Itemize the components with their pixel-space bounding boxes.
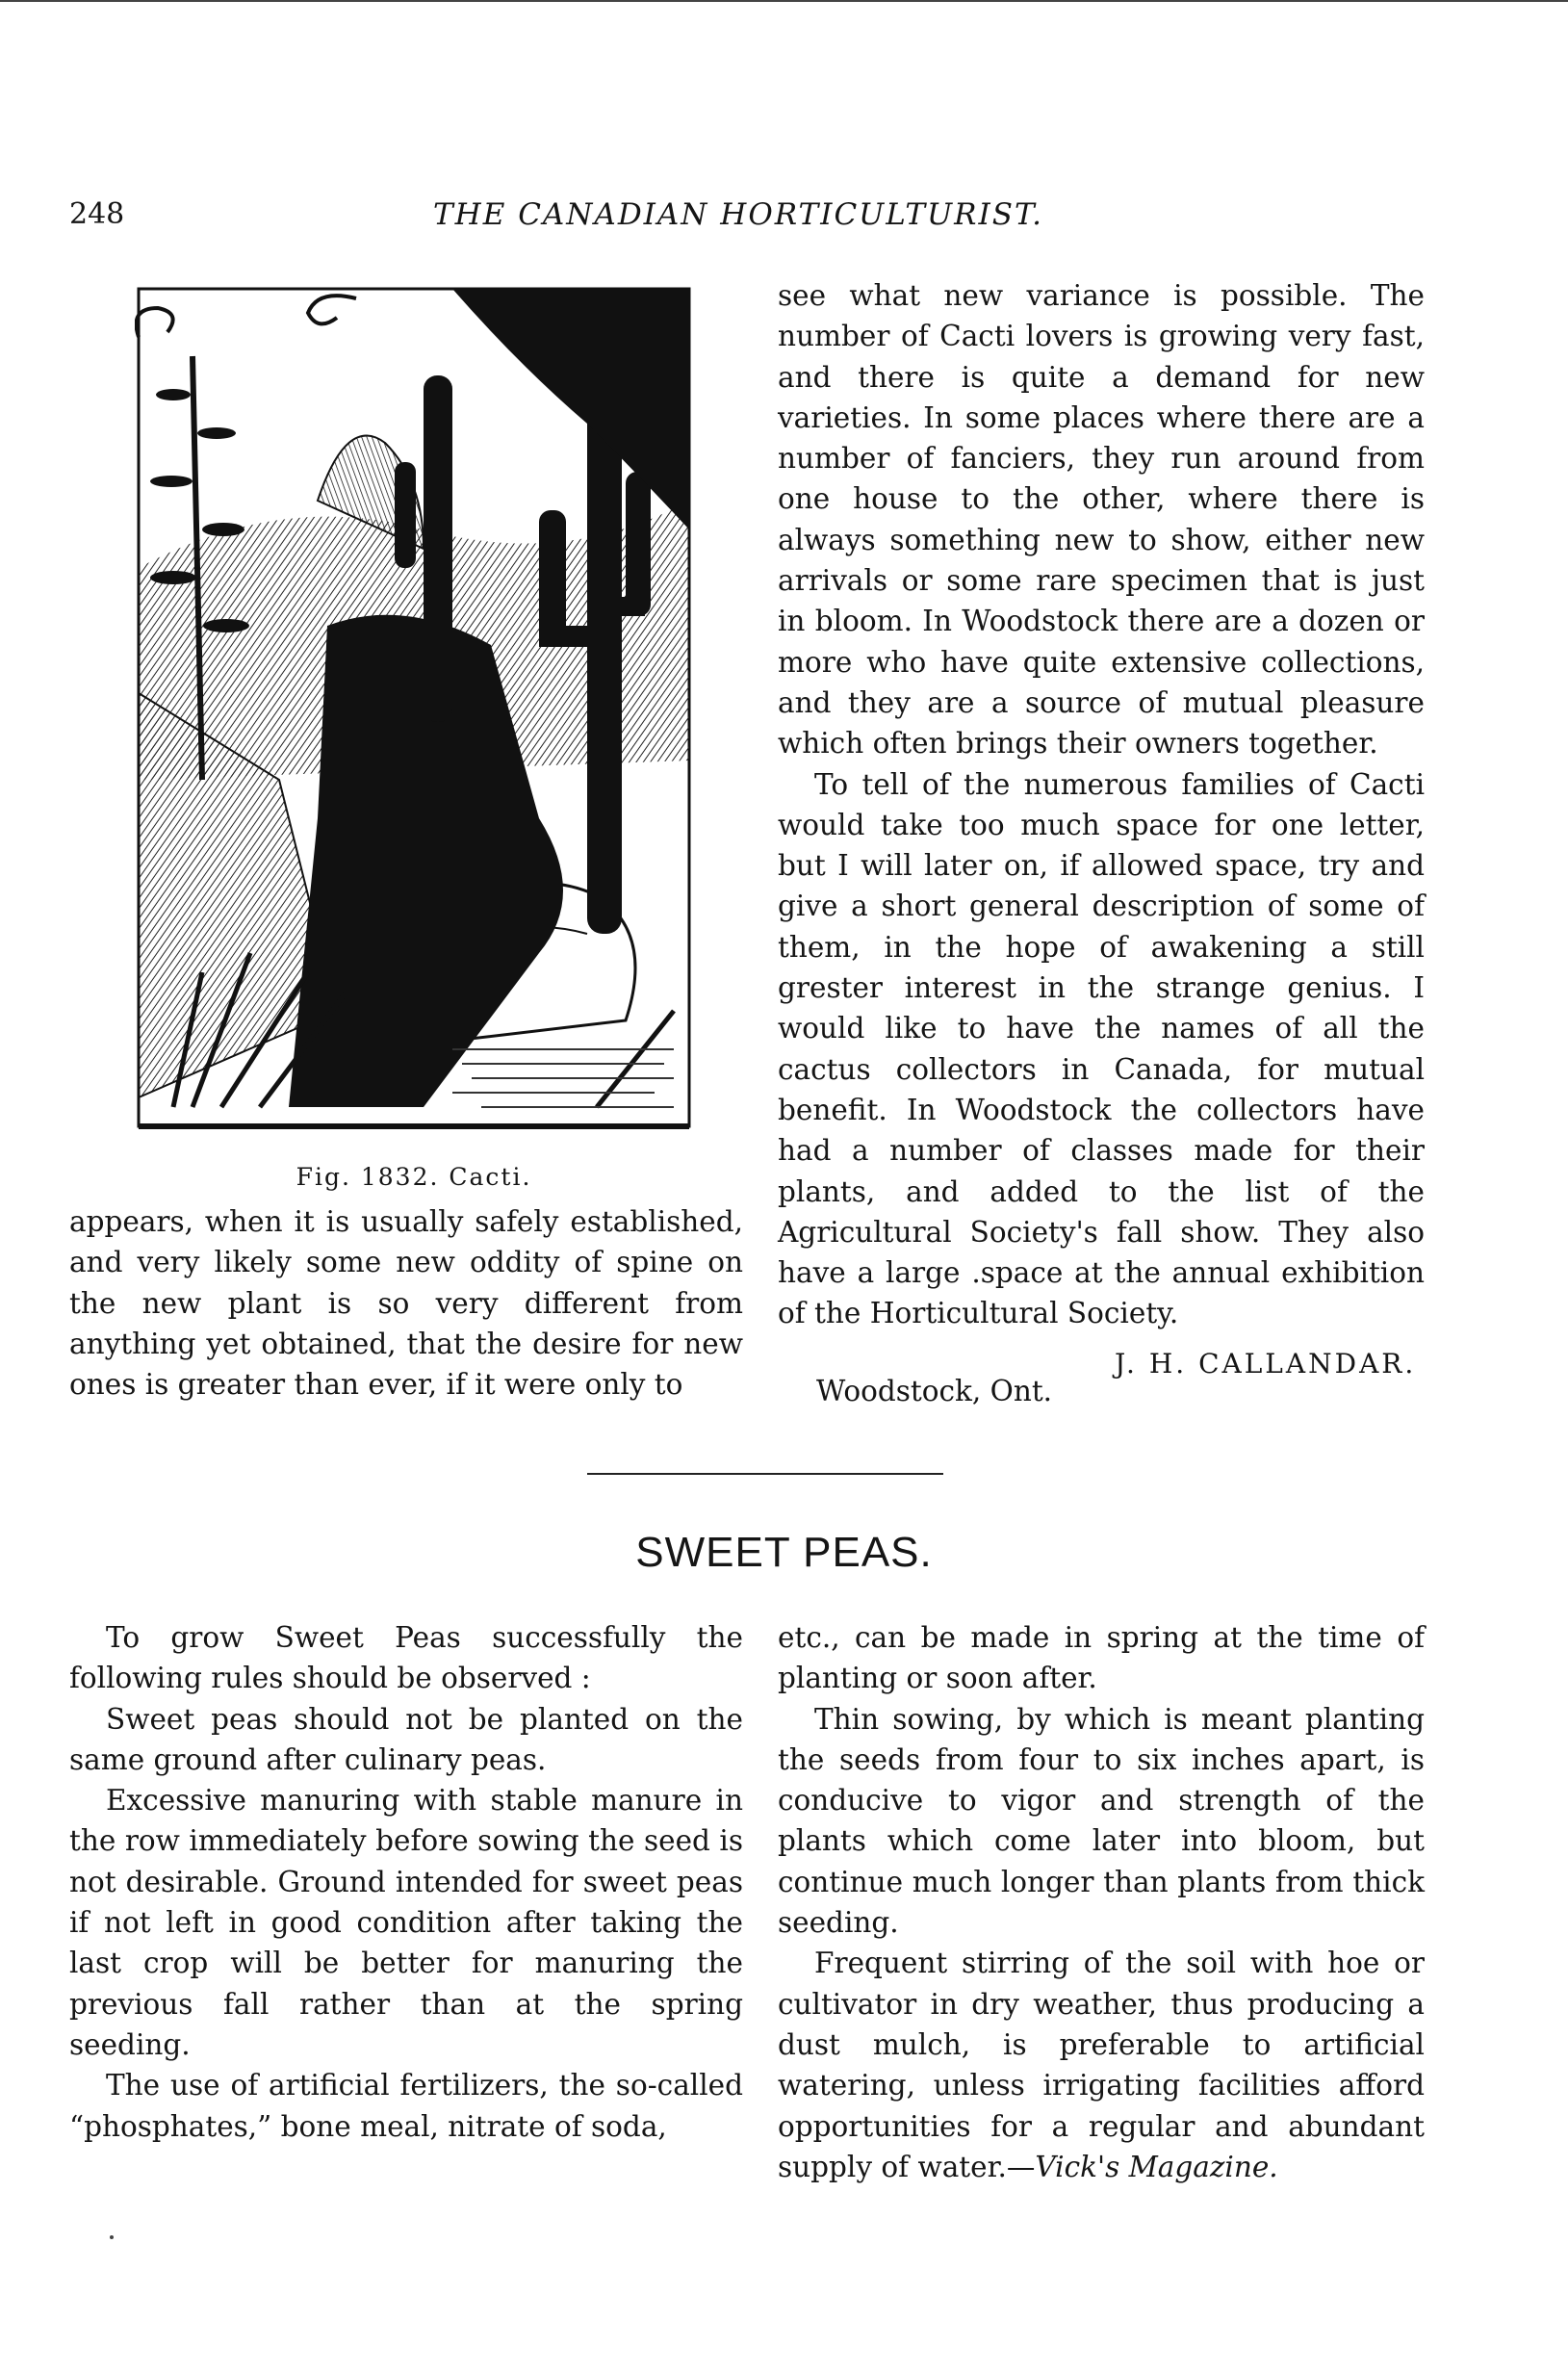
running-title: THE CANADIAN HORTICULTURIST. xyxy=(433,197,1043,232)
print-speck xyxy=(110,2235,114,2239)
article2-last-text: Frequent stirring of the soil with hoe or cultivator in dry weather, thus producing a dust mulch, is preferable to artificial watering, unless irrigating facilities afford opportunities for a regular and abundant supply of water.— xyxy=(778,1947,1425,2183)
cacti-engraving-icon xyxy=(135,279,693,1150)
article1-paragraph: see what new variance is possible. The number of Cacti lovers is growing very fast, and there is quite a demand for new varieties. In some places where there are a number of fanciers, they run around from one house to the other, where there is always something new to show, either new arrivals or some rare specimen that is just in bloom. In Woodstock there are a dozen or more who have quite extensive collections, and they are a source of mutual pleasure which often brings their owners together. xyxy=(778,279,1425,761)
source-citation: Vick's Magazine. xyxy=(1035,2150,1278,2183)
article2-paragraph: Sweet peas should not be planted on the same ground after culinary peas. xyxy=(69,1702,743,1776)
article2-paragraph xyxy=(778,1943,1425,2187)
article2-paragraph: The use of artificial fertilizers, the so-called “phosphates,” bone meal, nitrate of soda, xyxy=(69,2069,743,2143)
author-signature: J. H. CALLANDAR. xyxy=(1115,1348,1417,1380)
article1-continuation-paragraph: appears, when it is usually safely established, and very likely some new oddity of spine on the new plant is so very different from anything yet obtained, that the desire for new ones is greater than ever, if it were only to xyxy=(69,1205,743,1402)
page-number: 248 xyxy=(69,197,125,231)
section-divider xyxy=(587,1473,943,1475)
dateline-place: Woodstock, Ont. xyxy=(816,1375,1053,1407)
page-top-border xyxy=(0,0,1568,2)
figure-cacti xyxy=(135,279,693,1191)
article2-paragraph: Excessive manuring with stable manure in the row immediately before sowing the seed is not desirable. Ground intended for sweet peas if not left in good condition after taking the last crop will be better for manuring the previous fall rather than at the spring seeding. xyxy=(69,1784,743,2061)
figure-caption: Fig. 1832. Cacti. xyxy=(296,1163,532,1191)
article2-paragraph: To grow Sweet Peas successfully the following rules should be observed : xyxy=(69,1621,743,1695)
article1-paragraph: To tell of the numerous families of Cacti would take too much space for one letter, but I will later on, if allowed space, try and give a short general description of some of them, in the hope of awakening a still grester interest in the strange genius. I would like to have the names of all the cactus collectors in Canada, for mutual benefit. In Woodstock the collectors have had a number of classes made for their plants, and added to the list of the Agricultural Society's fall show. They also have a large .space at the annual exhibition of the Horticultural Society. xyxy=(778,767,1425,1330)
article1-left-column xyxy=(69,1201,743,1405)
article2-paragraph: etc., can be made in spring at the time of planting or soon after. xyxy=(778,1621,1425,1695)
article2-left-column xyxy=(69,1617,743,2147)
article-title: SWEET PEAS. xyxy=(635,1529,933,1576)
article2-right-column xyxy=(778,1617,1425,2187)
article2-paragraph: Thin sowing, by which is meant planting the seeds from four to six inches apart, is conducive to vigor and strength of the plants which come later into bloom, but continue much longer than plants from thick seeding. xyxy=(778,1702,1425,1940)
article1-right-column xyxy=(778,275,1425,1334)
